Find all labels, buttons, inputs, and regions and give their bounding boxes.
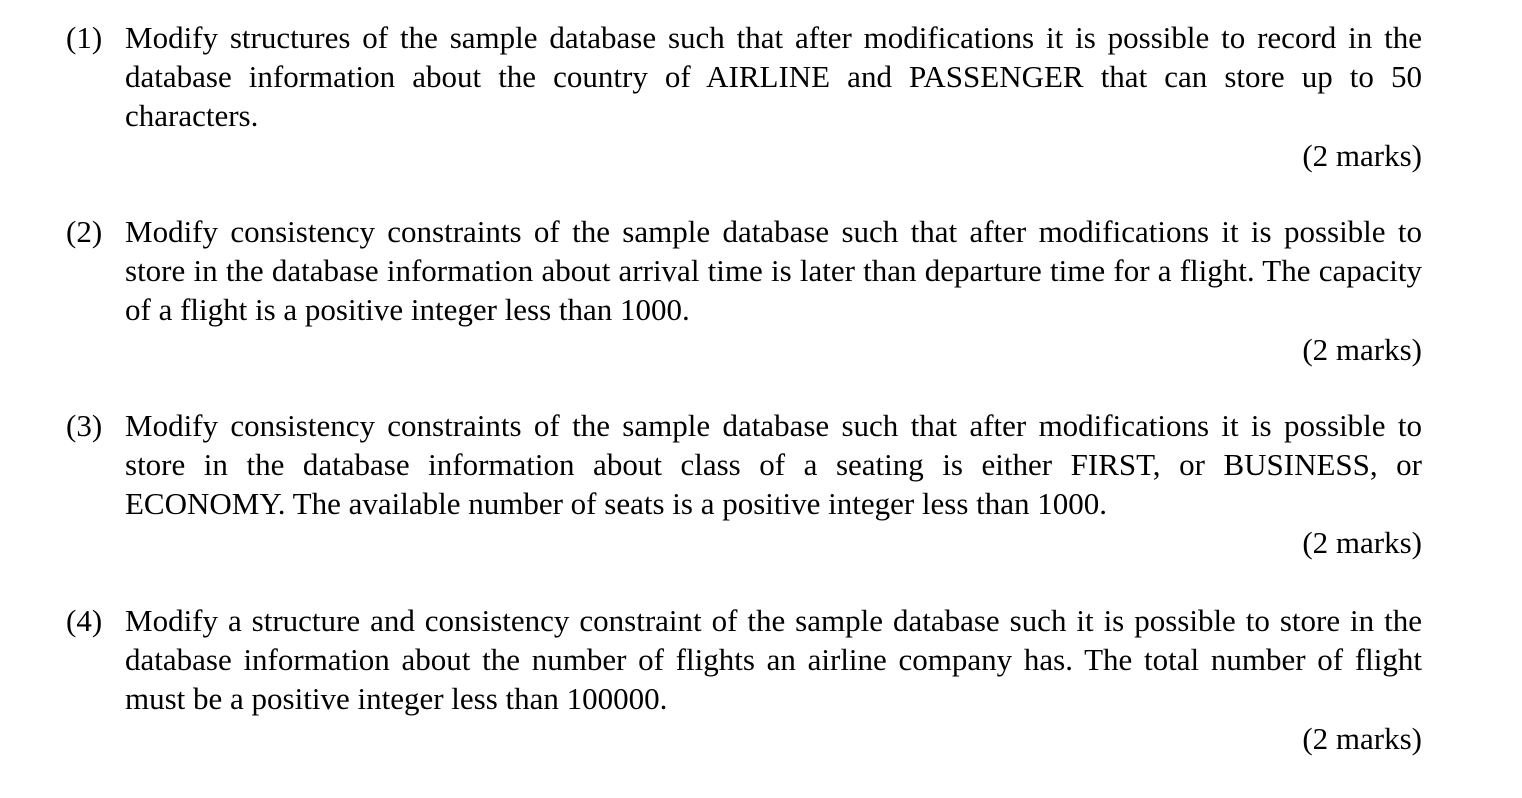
question-text: Modify structures of the sample database such that after modifications it is possible to record in the database information about the country of AIRLINE and PASSENGER that can store up to 50 characters. [125,20,1422,133]
question-text: Modify a structure and consistency constraint of the sample database such it is possible to store in the database information about the number of flights an airline company has. The total number of flight must be a positive integer less than 100000. [125,603,1422,716]
marks-label: (2 marks) [1302,332,1422,367]
question-number: (3) [66,408,103,443]
marks-label: (2 marks) [1302,138,1422,173]
question-text: Modify consistency constraints of the sample database such that after modifications it is possible to store in the database information about arrival time is later than departure time for a flight. The capacity of a flight is a positive integer less than 1000. [125,214,1422,327]
marks-label: (2 marks) [1302,525,1422,560]
question-text: Modify consistency constraints of the sample database such that after modifications it is possible to store in the database information about class of a seating is either FIRST, or BUSINESS, or ECONOMY. The available number of seats is a positive integer less than 1000. [125,408,1422,521]
question-number: (2) [66,214,103,249]
question-number: (4) [66,603,103,638]
marks-label: (2 marks) [1302,721,1422,756]
question-number: (1) [66,20,103,55]
